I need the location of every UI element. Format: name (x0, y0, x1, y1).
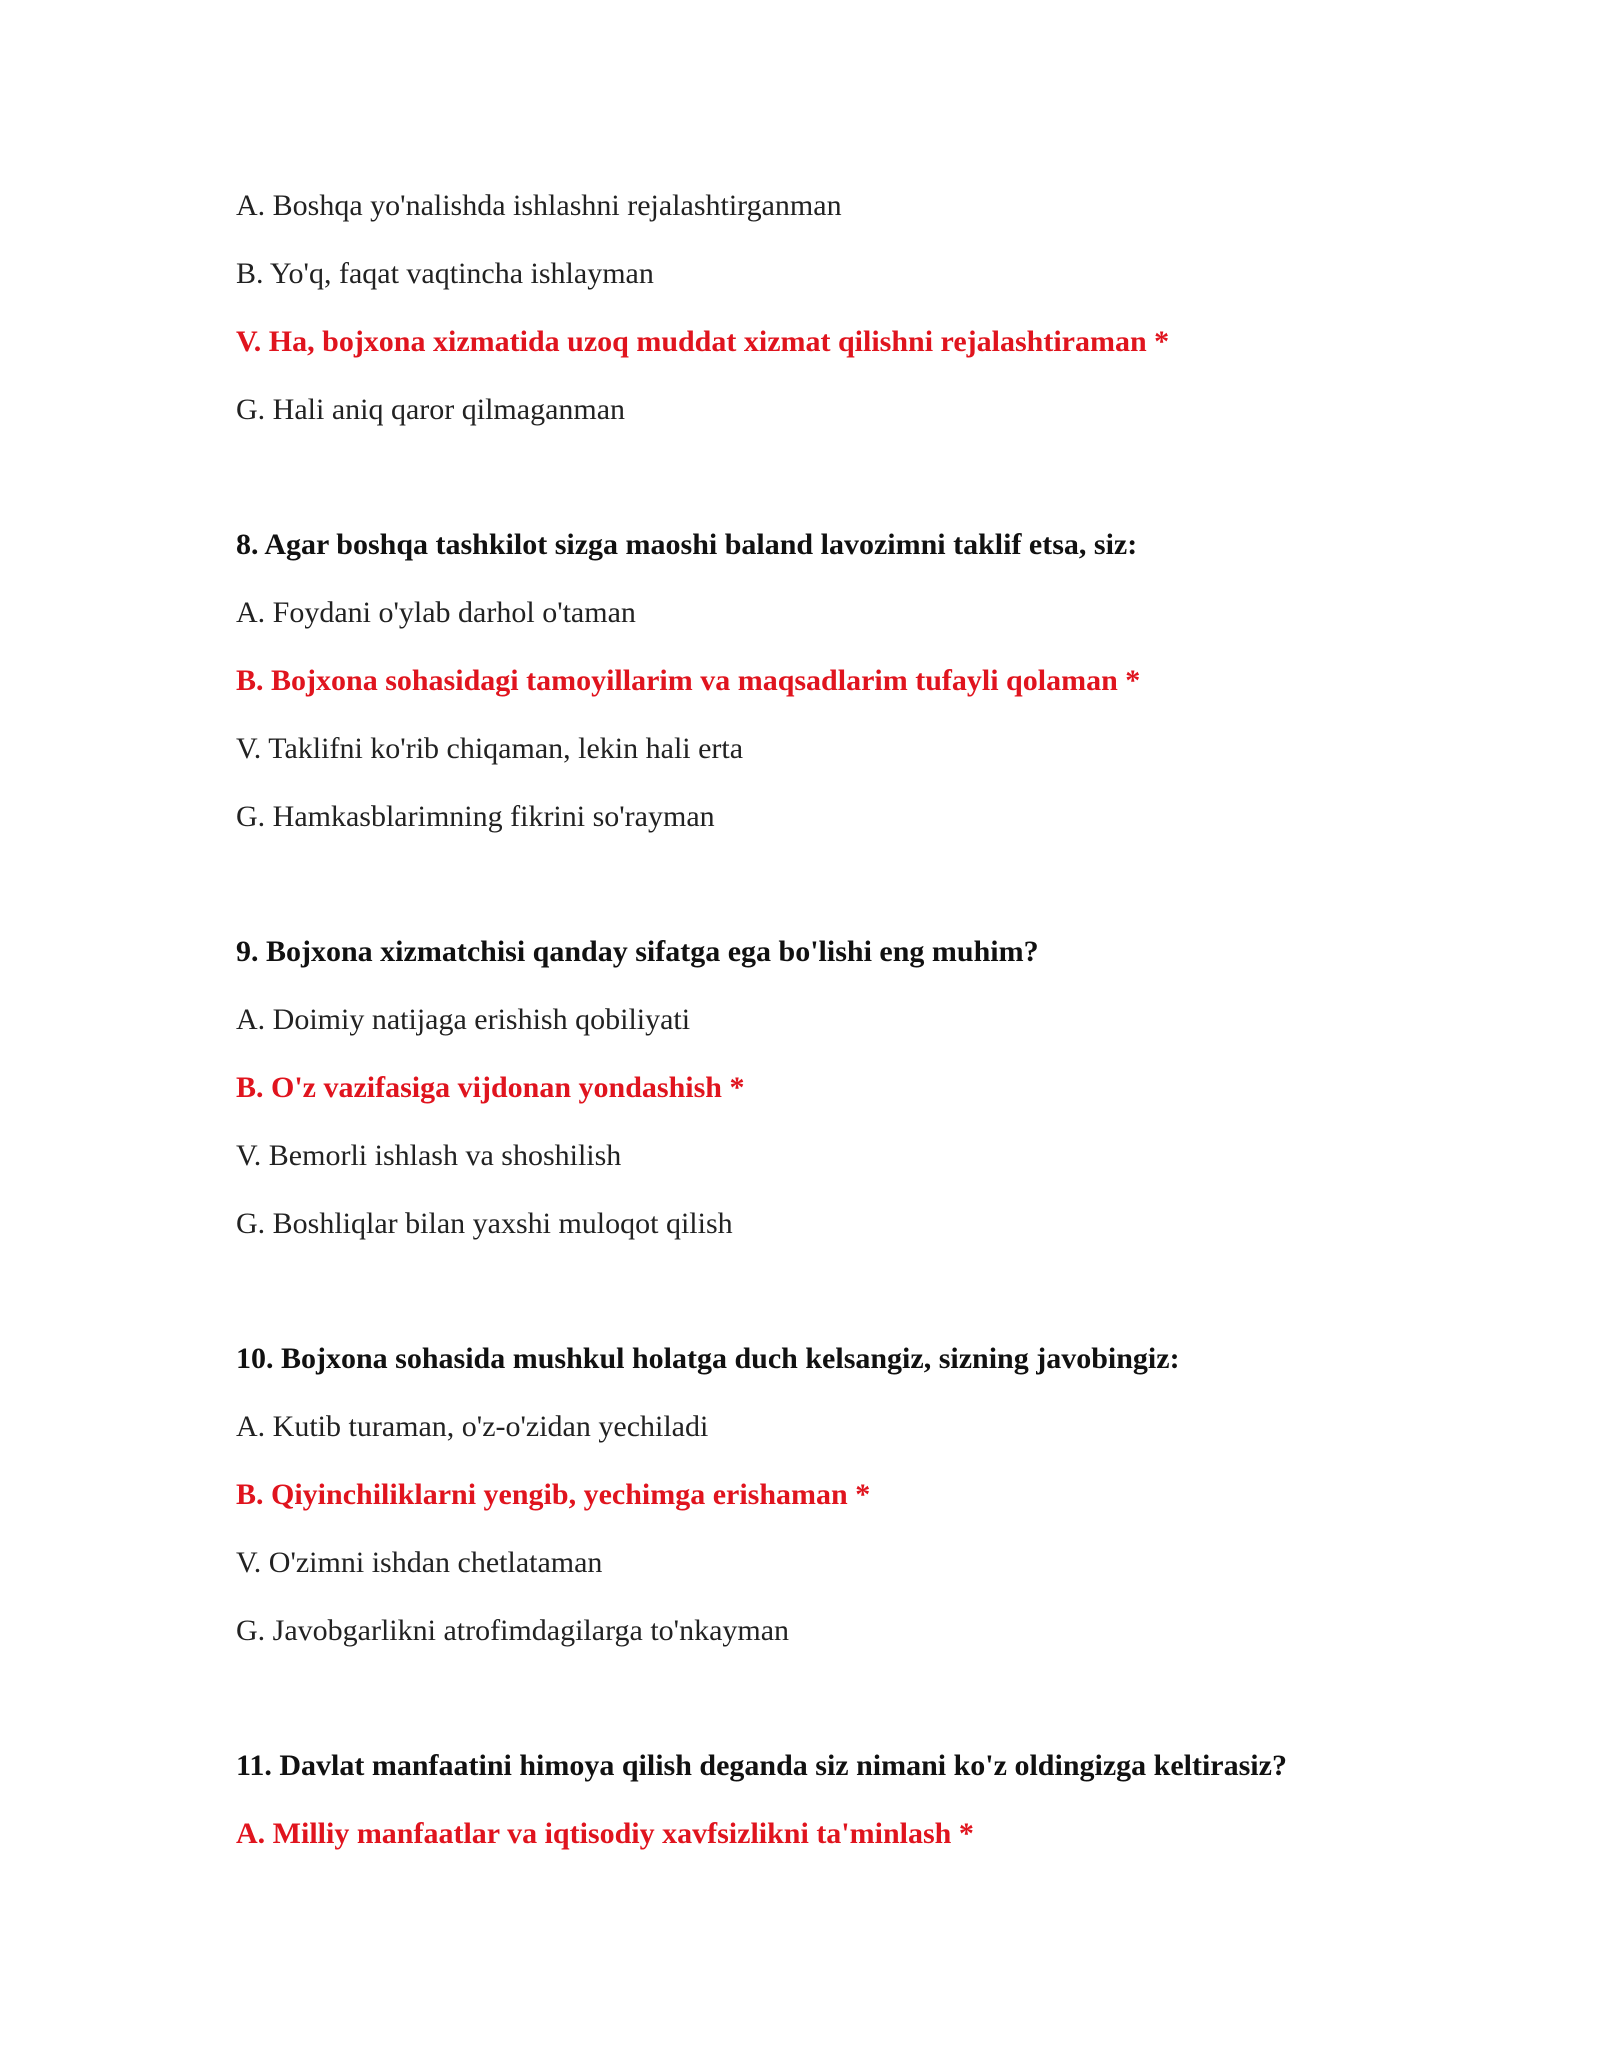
option-g: G. Javobgarlikni atrofimdagilarga to'nkayman (236, 1614, 790, 1647)
option-b: B. Yo'q, faqat vaqtincha ishlayman (236, 257, 654, 290)
option-a: A. Boshqa yo'nalishda ishlashni rejalashtirganman (236, 189, 842, 222)
option-v: V. Bemorli ishlash va shoshilish (236, 1139, 622, 1172)
question-8: 8. Agar boshqa tashkilot sizga maoshi baland lavozimni taklif etsa, siz: (236, 528, 1138, 561)
option-a: A. Foydani o'ylab darhol o'taman (236, 596, 636, 629)
option-b-correct: B. Bojxona sohasidagi tamoyillarim va maqsadlarim tufayli qolaman * (236, 664, 1141, 697)
option-a: A. Doimiy natijaga erishish qobiliyati (236, 1003, 691, 1036)
option-v: V. Taklifni ko'rib chiqaman, lekin hali erta (236, 732, 744, 765)
question-9: 9. Bojxona xizmatchisi qanday sifatga ega bo'lishi eng muhim? (236, 935, 1039, 968)
option-g: G. Hali aniq qaror qilmaganman (236, 393, 626, 426)
question-11: 11. Davlat manfaatini himoya qilish deganda siz nimani ko'z oldingizga keltirasiz? (236, 1749, 1287, 1782)
option-a-correct: A. Milliy manfaatlar va iqtisodiy xavfsizlikni ta'minlash * (236, 1817, 974, 1850)
option-g: G. Hamkasblarimning fikrini so'rayman (236, 800, 715, 833)
option-b-correct: B. O'z vazifasiga vijdonan yondashish * (236, 1071, 745, 1104)
question-10: 10. Bojxona sohasida mushkul holatga duch kelsangiz, sizning javobingiz: (236, 1342, 1180, 1375)
option-g: G. Boshliqlar bilan yaxshi muloqot qilish (236, 1207, 733, 1240)
option-v-correct: V. Ha, bojxona xizmatida uzoq muddat xizmat qilishni rejalashtiraman * (236, 325, 1170, 358)
option-v: V. O'zimni ishdan chetlataman (236, 1546, 603, 1579)
option-a: A. Kutib turaman, o'z-o'zidan yechiladi (236, 1410, 709, 1443)
option-b-correct: B. Qiyinchiliklarni yengib, yechimga erishaman * (236, 1478, 871, 1511)
